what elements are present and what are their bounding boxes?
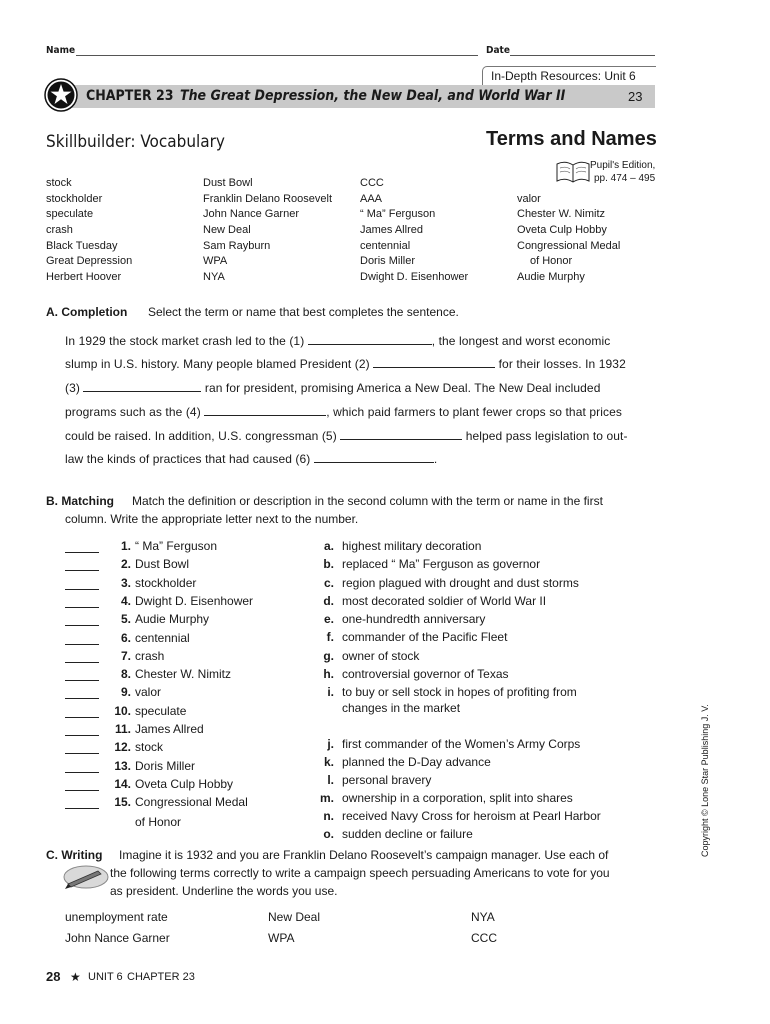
matching-definition: highest military decoration <box>342 539 482 553</box>
sentence-text: , which paid farmers to plant fewer crops so that prices <box>326 405 622 419</box>
matching-definition: planned the D-Day advance <box>342 755 491 769</box>
matching-term: Dust Bowl <box>135 557 190 571</box>
name-label: Name <box>46 45 76 56</box>
resources-label: In-Depth Resources: Unit 6 <box>491 69 636 83</box>
definition-letter: h. <box>323 667 334 681</box>
matching-definition-continuation: changes in the market <box>342 701 461 715</box>
star-badge-icon <box>44 78 78 112</box>
term: Great Depression <box>46 255 133 267</box>
section-c-text-1: Imagine it is 1932 and you are Franklin Delano Roosevelt’s campaign manager. Use each of <box>119 848 609 862</box>
matching-term: crash <box>135 649 165 663</box>
definition-letter: i. <box>327 685 334 699</box>
matching-term: centennial <box>135 631 190 645</box>
term: Oveta Culp Hobby <box>517 224 607 236</box>
definition-letter: n. <box>323 809 334 823</box>
pupils-edition-line1: Pupil's Edition, <box>590 160 656 171</box>
matching-definition: personal bravery <box>342 773 432 787</box>
matching-definition: received Navy Cross for heroism at Pearl Harbor <box>342 809 601 823</box>
term: stock <box>46 177 72 189</box>
section-c-text-2: the following terms correctly to write a campaign speech persuading Americans to vote for you <box>110 866 610 880</box>
sentence-text: could be raised. In addition, U.S. congressman (5) <box>65 429 337 443</box>
copyright-text: Copyright © Lone Star Publishing J. V. <box>700 704 710 857</box>
sentence-text: slump in U.S. history. Many people blamed President (2) <box>65 357 370 371</box>
definition-letter: o. <box>323 827 334 841</box>
item-number: 1. <box>120 539 131 553</box>
matching-definition: to buy or sell stock in hopes of profiting from <box>342 685 577 699</box>
term: Sam Rayburn <box>203 240 271 252</box>
definition-letter: a. <box>323 539 334 553</box>
matching-definition: most decorated soldier of World War II <box>342 594 547 608</box>
term: crash <box>46 224 73 236</box>
sentence-text: . <box>433 452 438 466</box>
item-number: 4. <box>120 594 131 608</box>
writing-term: John Nance Garner <box>65 931 170 945</box>
date-line[interactable] <box>510 55 655 56</box>
footer-chapter: CHAPTER 23 <box>127 971 195 983</box>
answer-blank-3[interactable] <box>83 380 201 392</box>
writing-term: WPA <box>268 931 295 945</box>
matching-definition: controversial governor of Texas <box>342 667 509 681</box>
term: centennial <box>360 240 411 252</box>
item-number: 3. <box>120 576 131 590</box>
pen-icon <box>60 862 110 892</box>
matching-term: stock <box>135 740 164 754</box>
definition-letter: c. <box>323 576 334 590</box>
term: AAA <box>360 193 383 205</box>
term: New Deal <box>203 224 251 236</box>
chapter-label: CHAPTER 23 <box>86 88 174 104</box>
completion-line-4 <box>65 404 622 419</box>
item-number: 9. <box>120 685 131 699</box>
item-number: 2. <box>120 557 131 571</box>
sentence-text: helped pass legislation to out- <box>465 429 628 443</box>
term: Black Tuesday <box>46 240 118 252</box>
matching-term: Congressional Medal <box>135 795 248 809</box>
definition-letter: f. <box>326 630 334 644</box>
definition-letter: g. <box>323 649 334 663</box>
term: Herbert Hoover <box>46 271 122 283</box>
matching-term: Oveta Culp Hobby <box>135 777 234 791</box>
matching-term: “ Ma” Ferguson <box>135 539 218 553</box>
matching-term: James Allred <box>135 722 204 736</box>
term: Franklin Delano Roosevelt <box>203 193 333 205</box>
definition-letter: l. <box>327 773 334 787</box>
section-a-label: A. Completion <box>46 305 128 319</box>
matching-term: stockholder <box>135 576 197 590</box>
sentence-text: In 1929 the stock market crash led to the (1) <box>65 334 305 348</box>
definition-letter: k. <box>323 755 334 769</box>
matching-term: Chester W. Nimitz <box>135 667 232 681</box>
chapter-number: 23 <box>628 89 643 104</box>
writing-term: CCC <box>471 931 497 945</box>
section-b-instruction-2: column. Write the appropriate letter next to the number. <box>65 512 359 526</box>
matching-definition: replaced “ Ma” Ferguson as governor <box>342 557 541 571</box>
term: “ Ma” Ferguson <box>360 208 436 220</box>
skillbuilder-title: Skillbuilder: Vocabulary <box>46 132 225 152</box>
term: valor <box>517 193 541 205</box>
footer-unit: UNIT 6 <box>88 971 123 983</box>
matching-definition: owner of stock <box>342 649 420 663</box>
section-b-label: B. Matching <box>46 494 114 508</box>
matching-definition: sudden decline or failure <box>342 827 473 841</box>
definition-letter: m. <box>319 791 334 805</box>
item-number: 10. <box>114 704 131 718</box>
completion-line-6 <box>65 451 437 466</box>
section-c-text-3: as president. Underline the words you use. <box>110 884 338 898</box>
writing-term: NYA <box>471 910 495 924</box>
item-number: 15. <box>114 795 131 809</box>
matching-definition: ownership in a corporation, split into shares <box>342 791 573 805</box>
term: speculate <box>46 208 94 220</box>
term: Dwight D. Eisenhower <box>360 271 469 283</box>
date-label: Date <box>486 45 510 56</box>
item-number: 7. <box>120 649 131 663</box>
completion-line-3 <box>65 380 600 395</box>
sentence-text: for their losses. In 1932 <box>498 357 626 371</box>
item-number: 5. <box>120 612 131 626</box>
term: Chester W. Nimitz <box>517 208 606 220</box>
sentence-text: (3) <box>65 381 80 395</box>
matching-term: valor <box>135 685 162 699</box>
matching-definition: region plagued with drought and dust storms <box>342 576 579 590</box>
writing-term: New Deal <box>268 910 321 924</box>
matching-definition: one-hundredth anniversary <box>342 612 486 626</box>
page-number: 28 <box>46 969 61 984</box>
term: Doris Miller <box>360 255 415 267</box>
matching-term: speculate <box>135 704 187 718</box>
term: CCC <box>360 177 384 189</box>
name-line[interactable] <box>76 55 478 56</box>
terms-and-names-title: Terms and Names <box>486 128 657 150</box>
term: James Allred <box>360 224 423 236</box>
item-number: 8. <box>120 667 131 681</box>
matching-definition: first commander of the Women’s Army Corps <box>342 737 581 751</box>
definition-letter: j. <box>327 737 334 751</box>
section-c-label: C. Writing <box>46 848 103 862</box>
term: Audie Murphy <box>517 271 585 283</box>
item-number: 11. <box>114 722 131 736</box>
term: John Nance Garner <box>203 208 299 220</box>
sentence-text: ran for president, promising America a New Deal. The New Deal included <box>204 381 601 395</box>
answer-blank-1[interactable] <box>308 333 432 345</box>
completion-line-1 <box>65 333 610 348</box>
matching-term-continuation: of Honor <box>135 815 182 829</box>
item-number: 14. <box>114 777 131 791</box>
chapter-title: The Great Depression, the New Deal, and World War II <box>180 88 566 104</box>
matching-term: Doris Miller <box>135 759 195 773</box>
definition-letter: e. <box>323 612 334 626</box>
matching-term: Audie Murphy <box>135 612 210 626</box>
completion-line-2 <box>65 356 626 371</box>
sentence-text: , the longest and worst economic <box>431 334 611 348</box>
term: Dust Bowl <box>203 177 253 189</box>
pupils-edition-line2: pp. 474 – 495 <box>594 173 656 184</box>
definition-letter: d. <box>323 594 334 608</box>
writing-term: unemployment rate <box>65 910 168 924</box>
answer-blank-2[interactable] <box>373 356 495 368</box>
term: of Honor <box>530 255 573 267</box>
section-b-instruction-1: Match the definition or description in the second column with the term or name in the first <box>132 494 603 508</box>
book-icon <box>555 159 591 185</box>
item-number: 13. <box>114 759 131 773</box>
term: stockholder <box>46 193 103 205</box>
section-a-instruction: Select the term or name that best completes the sentence. <box>148 305 459 319</box>
answer-blank-6[interactable] <box>314 451 434 463</box>
completion-line-5 <box>65 428 628 443</box>
matching-definition: commander of the Pacific Fleet <box>342 630 508 644</box>
answer-blank-4[interactable] <box>204 404 326 416</box>
term: WPA <box>203 255 228 267</box>
term: NYA <box>203 271 225 283</box>
term: Congressional Medal <box>517 240 621 252</box>
item-number: 6. <box>120 631 131 645</box>
definition-letter: b. <box>323 557 334 571</box>
item-number: 12. <box>114 740 131 754</box>
matching-term: Dwight D. Eisenhower <box>135 594 254 608</box>
footer-star-icon: ★ <box>70 970 81 984</box>
answer-blank-5[interactable] <box>340 428 462 440</box>
sentence-text: programs such as the (4) <box>65 405 201 419</box>
sentence-text: law the kinds of practices that had caused (6) <box>65 452 311 466</box>
